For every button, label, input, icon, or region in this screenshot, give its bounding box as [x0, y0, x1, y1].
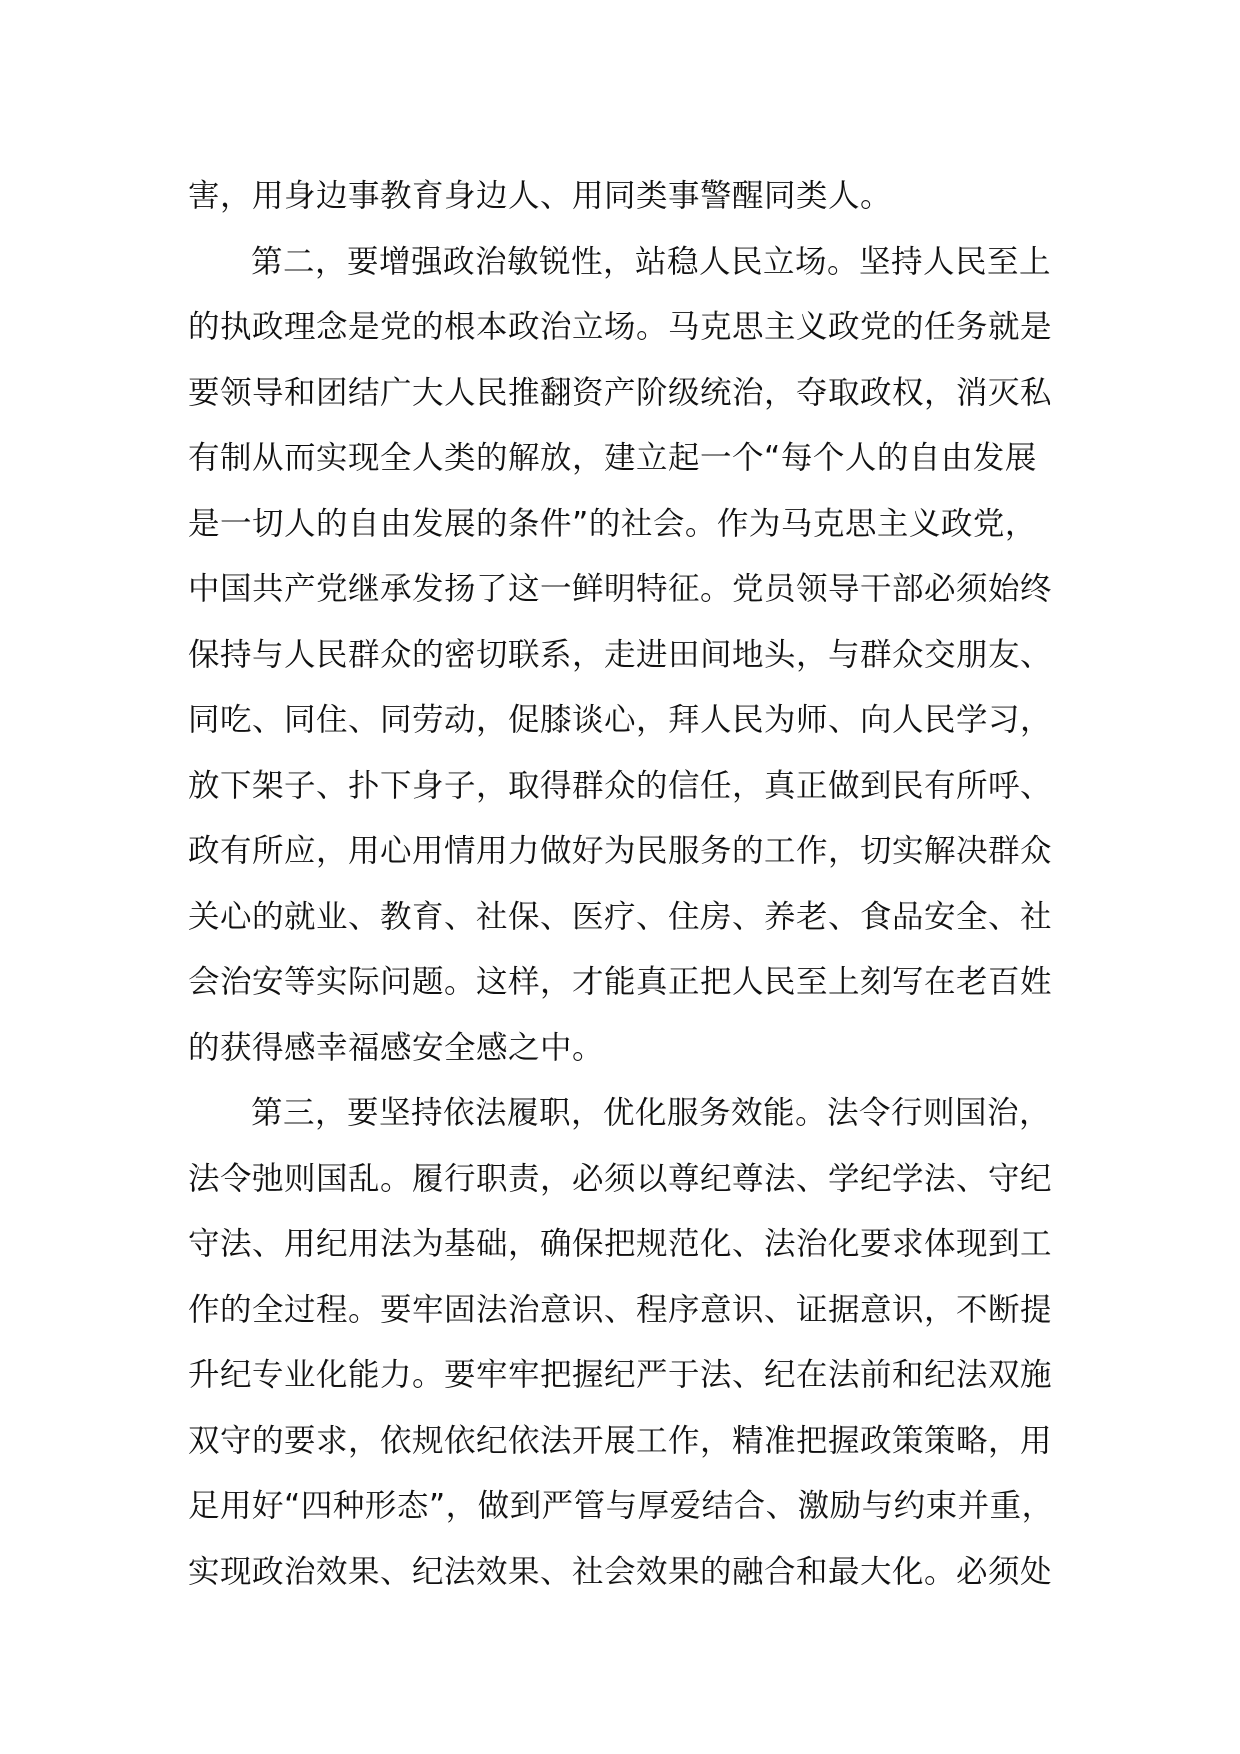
text-line: 法令弛则国乱。履行职责，必须以尊纪尊法、学纪学法、守纪: [188, 1160, 1053, 1197]
paragraph-start-line: 第二，要增强政治敏锐性，站稳人民立场。坚持人民至上: [251, 243, 1052, 280]
text-line: 保持与人民群众的密切联系，走进田间地头，与群众交朋友、: [188, 636, 1053, 673]
text-line: 实现政治效果、纪法效果、社会效果的融合和最大化。必须处: [188, 1553, 1053, 1590]
text-line: 政有所应，用心用情用力做好为民服务的工作，切实解决群众: [188, 833, 1053, 869]
text-line: 会治安等实际问题。这样，才能真正把人民至上刻写在老百姓: [188, 964, 1053, 1000]
paragraph-start-line: 第三，要坚持依法履职，优化服务效能。法令行则国治，: [251, 1095, 1052, 1131]
document-body: [188, 164, 1088, 1605]
text-line: 害，用身边事教育身边人、用同类事警醒同类人。: [188, 178, 893, 214]
text-line: 放下架子、扑下身子，取得群众的信任，真正做到民有所呼、: [188, 767, 1053, 804]
text-line: 要领导和团结广大人民推翻资产阶级统治，夺取政权，消灭私: [188, 374, 1053, 411]
text-line: 关心的就业、教育、社保、医疗、住房、养老、食品安全、社: [188, 898, 1053, 935]
text-line: 是一切人的自由发展的条件”的社会。作为马克思主义政党，: [188, 505, 1037, 542]
text-line: 升纪专业化能力。要牢牢把握纪严于法、纪在法前和纪法双施: [188, 1357, 1053, 1393]
text-line: 足用好“四种形态”，做到严管与厚爱结合、激励与约束并重，: [188, 1488, 1054, 1524]
text-line: 的获得感幸福感安全感之中。: [188, 1029, 605, 1066]
text-line: 同吃、同住、同劳动，促膝谈心，拜人民为师、向人民学习，: [188, 702, 1053, 738]
text-line: 双守的要求，依规依纪依法开展工作，精准把握政策策略，用: [188, 1422, 1053, 1459]
text-line: 的执政理念是党的根本政治立场。马克思主义政党的任务就是: [188, 309, 1053, 345]
text-line: 中国共产党继承发扬了这一鲜明特征。党员领导干部必须始终: [188, 571, 1053, 607]
text-line: 守法、用纪用法为基础，确保把规范化、法治化要求体现到工: [188, 1226, 1053, 1262]
text-line: 作的全过程。要牢固法治意识、程序意识、证据意识，不断提: [188, 1291, 1053, 1328]
text-line: 有制从而实现全人类的解放，建立起一个“每个人的自由发展: [188, 440, 1037, 476]
